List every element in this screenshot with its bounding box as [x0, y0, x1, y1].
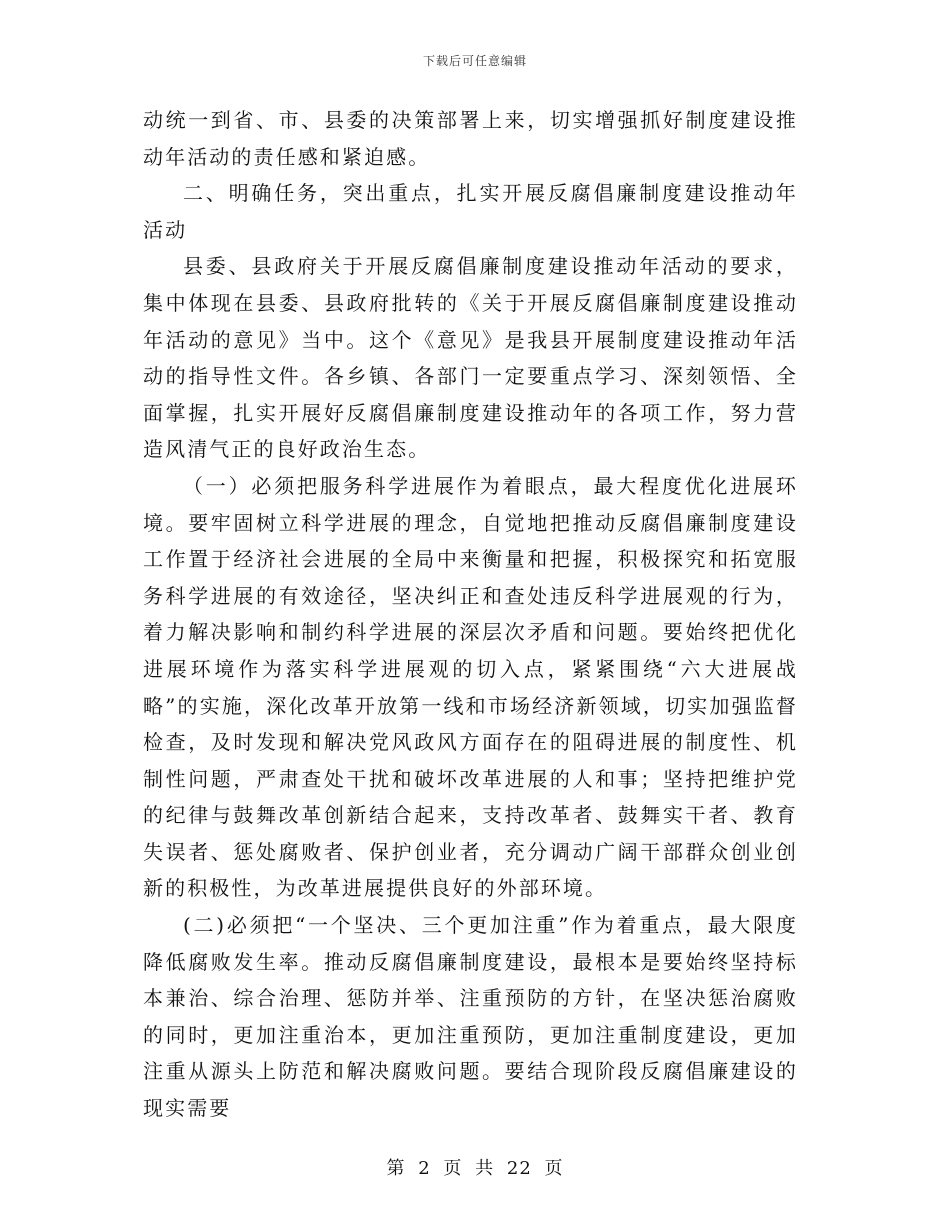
footer-total-word: 共	[475, 1158, 495, 1179]
paragraph-4: （一）必须把服务科学进展作为着眼点，最大程度优化进展环境。要牢固树立科学进展的理念，自觉地把推动反腐倡廉制度建设工作置于经济社会进展的全局中来衡量和把握，积极探究和拓宽服务科学进展的有效途径，坚决纠正和查处违反科学进展观的行为，着力解决影响和制约科学进展的深层次矛盾和问题。要始终把优化进展环境作为落实科学进展观的切入点，紧紧围绕“六大进展战略”的实施，深化改革开放第一线和市场经济新领域，切实加强监督检查，及时发现和解决党风政风方面存在的阻碍进展的制度性、机制性问题，严肃查处干扰和破坏改革进展的人和事；坚持把维护党的纪律与鼓舞改革创新结合起来，支持改革者、鼓舞实干者、教育失误者、惩处腐败者、保护创业者，充分调动广阔干部群众创业创新的积极性，为改革进展提供良好的外部环境。	[143, 473, 798, 901]
footer-total-pages: 22	[506, 1158, 532, 1179]
paragraph-2: 二、明确任务，突出重点，扎实开展反腐倡廉制度建设推动年活动	[143, 181, 798, 242]
footer-suffix: 页	[544, 1158, 564, 1179]
paragraph-3: 县委、县政府关于开展反腐倡廉制度建设推动年活动的要求，集中体现在县委、县政府批转的《关于开展反腐倡廉制度建设推动年活动的意见》当中。这个《意见》是我县开展制度建设推动年活动的指导性文件。各乡镇、各部门一定要重点学习、深刻领悟、全面掌握，扎实开展好反腐倡廉制度建设推动年的各项工作，努力营造风清气正的良好政治生态。	[143, 254, 798, 462]
document-body	[143, 102, 798, 1127]
paragraph-5: (二)必须把“一个坚决、三个更加注重”作为着重点，最大限度降低腐败发生率。推动反腐倡廉制度建设，最根本是要始终坚持标本兼治、综合治理、惩防并举、注重预防的方针，在坚决惩治腐败的同时，更加注重治本，更加注重预防，更加注重制度建设，更加注重从源头上防范和解决腐败问题。要结合现阶段反腐倡廉建设的现实需要	[143, 913, 798, 1121]
footer-page-word: 页	[443, 1158, 463, 1179]
footer-prefix: 第	[386, 1158, 406, 1179]
paragraph-1: 动统一到省、市、县委的决策部署上来，切实增强抓好制度建设推动年活动的责任感和紧迫感。	[143, 108, 798, 169]
page-header-note: 下载后可任意编辑	[422, 54, 527, 68]
page-number-footer	[0, 1154, 950, 1180]
footer-current-page: 2	[418, 1158, 431, 1179]
